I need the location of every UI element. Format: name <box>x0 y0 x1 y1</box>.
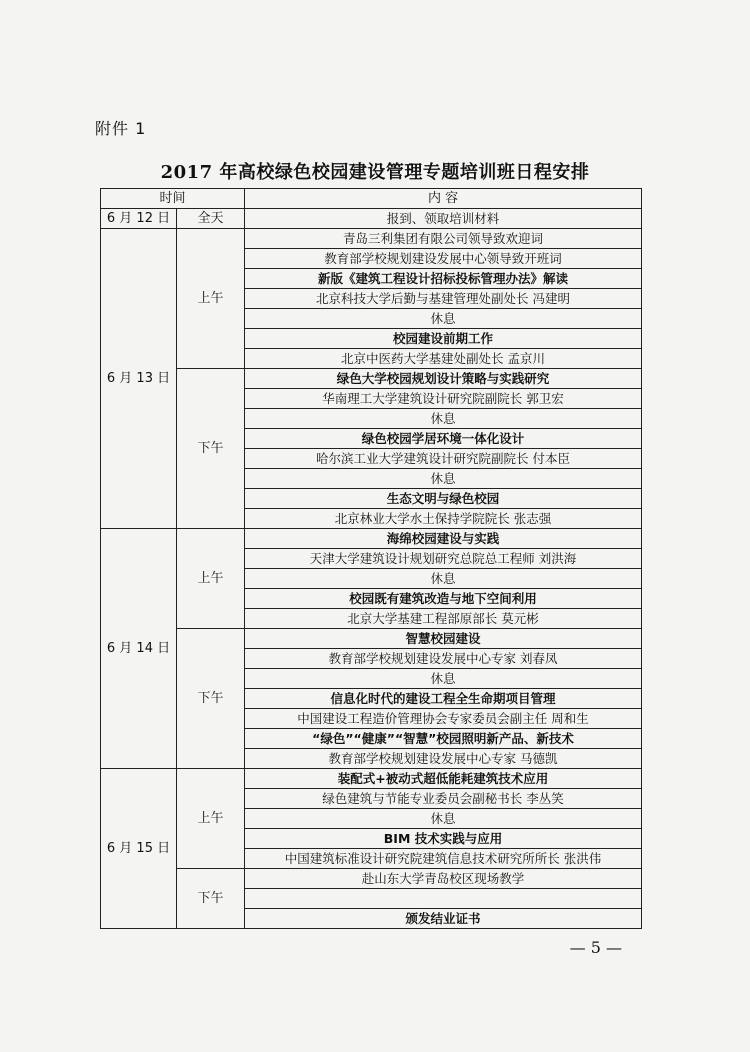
header-content: 内 容 <box>245 189 642 209</box>
content-cell: 教育部学校规划建设发展中心领导致开班词 <box>245 249 642 269</box>
content-cell: 中国建筑标准设计研究院建筑信息技术研究所所长 张洪伟 <box>245 849 642 869</box>
slot-cell: 上午 <box>177 229 245 369</box>
content-cell: 教育部学校规划建设发展中心专家 刘春凤 <box>245 649 642 669</box>
slot-cell: 下午 <box>177 869 245 929</box>
content-cell: 校园既有建筑改造与地下空间利用 <box>245 589 642 609</box>
content-cell: “绿色”“健康”“智慧”校园照明新产品、新技术 <box>245 729 642 749</box>
content-cell: 海绵校园建设与实践 <box>245 529 642 549</box>
content-cell: 休息 <box>245 409 642 429</box>
content-cell: 教育部学校规划建设发展中心专家 马德凯 <box>245 749 642 769</box>
content-cell: 绿色大学校园规划设计策略与实践研究 <box>245 369 642 389</box>
content-cell: 休息 <box>245 809 642 829</box>
page-number: — 5 — <box>569 938 622 957</box>
content-cell: BIM 技术实践与应用 <box>245 829 642 849</box>
slot-cell: 上午 <box>177 529 245 629</box>
header-time: 时间 <box>101 189 245 209</box>
day-cell: 6 月 15 日 <box>101 769 177 929</box>
content-cell: 智慧校园建设 <box>245 629 642 649</box>
slot-cell: 下午 <box>177 369 245 529</box>
content-cell: 休息 <box>245 669 642 689</box>
table-row <box>101 529 642 549</box>
content-cell: 北京中医药大学基建处副处长 孟京川 <box>245 349 642 369</box>
content-cell: 北京林业大学水土保持学院院长 张志强 <box>245 509 642 529</box>
content-cell: 中国建设工程造价管理协会专家委员会副主任 周和生 <box>245 709 642 729</box>
day-cell: 6 月 14 日 <box>101 529 177 769</box>
content-cell: 装配式+被动式超低能耗建筑技术应用 <box>245 769 642 789</box>
table-row <box>101 229 642 249</box>
content-cell: 休息 <box>245 569 642 589</box>
day-cell: 6 月 12 日 <box>101 209 177 229</box>
content-cell: 校园建设前期工作 <box>245 329 642 349</box>
content-cell: 赴山东大学青岛校区现场教学 <box>245 869 642 889</box>
schedule-table <box>100 188 642 929</box>
table-row <box>101 369 642 389</box>
content-cell: 颁发结业证书 <box>245 909 642 929</box>
table-row <box>101 629 642 649</box>
content-cell: 绿色校园学居环境一体化设计 <box>245 429 642 449</box>
content-cell: 新版《建筑工程设计招标投标管理办法》解读 <box>245 269 642 289</box>
slot-cell: 全天 <box>177 209 245 229</box>
content-cell-empty <box>245 889 642 909</box>
content-cell: 青岛三利集团有限公司领导致欢迎词 <box>245 229 642 249</box>
content-cell: 报到、领取培训材料 <box>245 209 642 229</box>
content-cell: 北京大学基建工程部原部长 莫元彬 <box>245 609 642 629</box>
table-row <box>101 209 642 229</box>
content-cell: 休息 <box>245 309 642 329</box>
table-header-row <box>101 189 642 209</box>
content-cell: 休息 <box>245 469 642 489</box>
day-cell: 6 月 13 日 <box>101 229 177 529</box>
content-cell: 哈尔滨工业大学建筑设计研究院副院长 付本臣 <box>245 449 642 469</box>
content-cell: 生态文明与绿色校园 <box>245 489 642 509</box>
page-title: 2017 年高校绿色校园建设管理专题培训班日程安排 <box>160 162 590 183</box>
attachment-label: 附件 1 <box>95 119 147 138</box>
content-cell: 北京科技大学后勤与基建管理处副处长 冯建明 <box>245 289 642 309</box>
content-cell: 华南理工大学建筑设计研究院副院长 郭卫宏 <box>245 389 642 409</box>
content-cell: 绿色建筑与节能专业委员会副秘书长 李丛笑 <box>245 789 642 809</box>
content-cell: 信息化时代的建设工程全生命期项目管理 <box>245 689 642 709</box>
table-row <box>101 869 642 889</box>
table-row <box>101 769 642 789</box>
slot-cell: 上午 <box>177 769 245 869</box>
slot-cell: 下午 <box>177 629 245 769</box>
content-cell: 天津大学建筑设计规划研究总院总工程师 刘洪海 <box>245 549 642 569</box>
